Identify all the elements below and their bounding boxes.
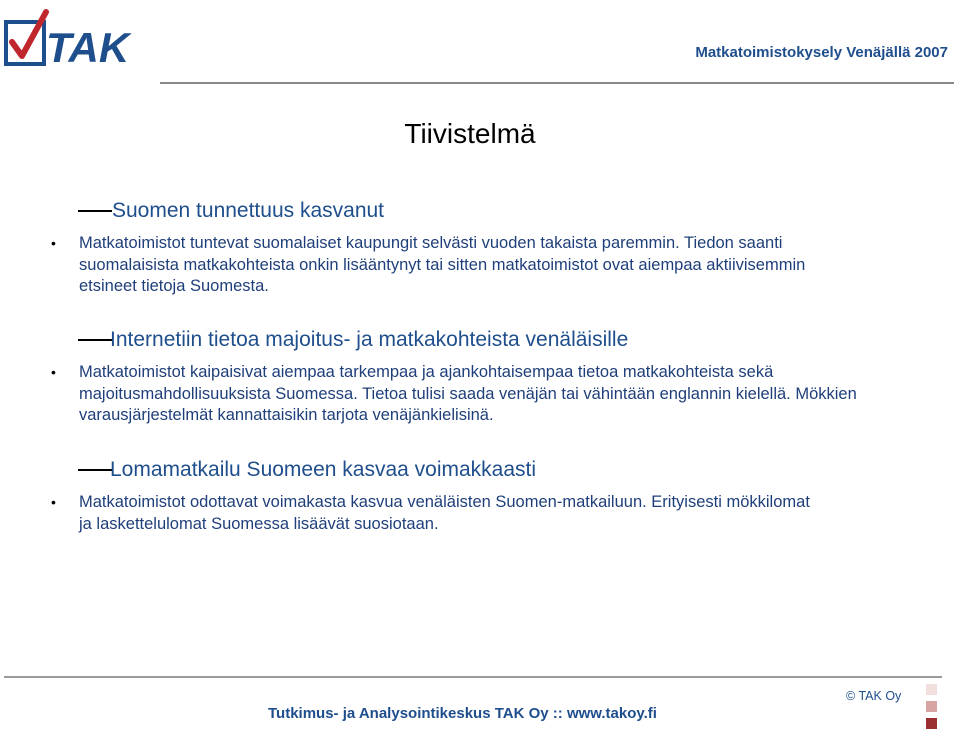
section-title: Suomen tunnettuus kasvanut [112,199,385,222]
footer-text: Tutkimus- ja Analysointikeskus TAK Oy :: www.takoy.fi [268,705,657,722]
section-3 [51,456,938,535]
decor-square [926,701,937,712]
logo-text: TAK [46,24,130,71]
bullet-dot: • [51,494,56,510]
footer-divider [4,676,942,678]
copyright: © TAK Oy [846,689,902,703]
decor-square [926,718,937,729]
section-2 [51,326,938,427]
section-title: Lomamatkailu Suomeen kasvaa voimakkaasti [110,458,537,481]
section-bullet-text: Matkatoimistot odottavat voimakasta kasvua venäläisten Suomen-matkailuun. Erityisesti mökkilomat ja laskettelulomat Suomessa lisäävät suosiotaan. [79,493,810,533]
tak-logo [4,6,156,72]
dash-marker [78,339,112,341]
bullet-dot: • [51,235,56,251]
header-title: Matkatoimistokysely Venäjällä 2007 [695,44,948,61]
dash-marker [78,210,112,212]
dash-marker [78,469,112,471]
header-divider [160,82,954,84]
section-title: Internetiin tietoa majoitus- ja matkakohteista venäläisille [110,328,629,351]
section-1 [51,197,938,298]
decor-square [926,684,937,695]
section-bullet-text: Matkatoimistot kaipaisivat aiempaa tarkempaa ja ajankohtaisempaa tietoa matkakohteista sekä majoitusmahdollisuuksista Suomessa. Tietoa tulisi saada venäjän tai vähintään englannin kielellä. Mökkien varausjärjestelmät kannattaisikin tarjota venäjänkielisinä. [79,363,857,424]
section-bullet-text: Matkatoimistot tuntevat suomalaiset kaupungit selvästi vuoden takaista paremmin. Tiedon saanti suomalaisista matkakohteista onkin lisääntynyt tai sitten matkatoimistot ovat aiempaa aktiivisemmin etsineet tietoja Suomesta. [79,234,806,295]
bullet-dot: • [51,364,56,380]
slide-title: Tiivistelmä [404,118,536,149]
